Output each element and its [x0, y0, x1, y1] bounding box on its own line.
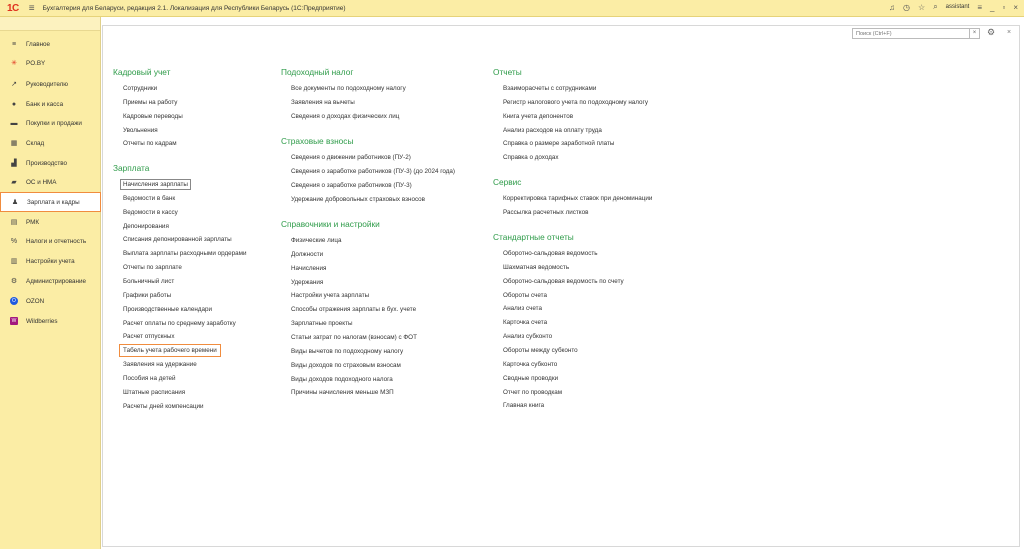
command-link[interactable]: Сведения о доходах физических лиц: [291, 112, 400, 120]
command-link[interactable]: Оборотно-сальдовая ведомость по счету: [503, 277, 624, 285]
sidebar-item[interactable]: [0, 231, 101, 251]
coin-icon: ●: [11, 100, 17, 108]
main-menu-icon[interactable]: ≡: [28, 2, 35, 14]
command-link[interactable]: Расчет оплаты по среднему заработку: [123, 319, 236, 327]
close-icon[interactable]: ×: [1007, 29, 1012, 36]
sidebar-item-label: OZON: [26, 297, 45, 305]
maximize-icon[interactable]: ▫: [1002, 2, 1006, 12]
sidebar-item[interactable]: [0, 212, 101, 232]
sidebar-item[interactable]: [0, 113, 101, 133]
command-link[interactable]: Причины начисления меньше МЗП: [291, 389, 394, 397]
factory-icon: ▟: [11, 160, 17, 167]
command-link[interactable]: Начисления зарплаты: [120, 179, 191, 190]
sidebar-item[interactable]: [0, 94, 101, 114]
asterisk-icon: ✳: [11, 60, 17, 67]
command-link[interactable]: Справка о размере заработной платы: [503, 140, 615, 148]
group-title: Отчеты: [493, 67, 522, 77]
command-link[interactable]: Увольнения: [123, 126, 158, 134]
sidebar-item-label: ОС и НМА: [26, 178, 57, 186]
group-title: Подоходный налог: [281, 67, 354, 77]
command-link[interactable]: Сотрудники: [123, 85, 158, 92]
command-link[interactable]: Удержания: [291, 278, 324, 286]
sidebar-item[interactable]: [0, 251, 101, 271]
command-link[interactable]: Пособия на детей: [123, 374, 176, 382]
command-link[interactable]: Карточка счета: [503, 319, 548, 327]
ozon-icon: O: [10, 297, 18, 305]
group-title: Сервис: [493, 177, 522, 187]
command-link[interactable]: Депонирования: [123, 222, 169, 230]
list-icon: ≡: [11, 40, 17, 48]
command-link[interactable]: Удержание добровольных страховых взносов: [291, 195, 426, 203]
sidebar-item-label: Зарплата и кадры: [27, 198, 80, 206]
command-link[interactable]: Сведения о движении работников (ПУ-2): [291, 154, 411, 161]
sidebar-item-label: Wildberries: [26, 317, 58, 325]
command-link[interactable]: Графики работы: [123, 291, 172, 299]
sidebar-item-label: Администрирование: [26, 277, 87, 285]
sidebar-item-label: Главное: [26, 40, 51, 48]
gear-icon: ⚙: [10, 278, 18, 285]
close-window-icon[interactable]: ×: [1013, 2, 1018, 12]
command-link[interactable]: Настройки учета зарплаты: [291, 292, 370, 300]
command-link[interactable]: Обороты между субконто: [503, 346, 578, 354]
command-link[interactable]: Все документы по подоходному налогу: [291, 85, 406, 92]
user-name[interactable]: assistant: [945, 4, 970, 10]
command-link[interactable]: Должности: [291, 250, 324, 258]
group-title: Зарплата: [113, 163, 150, 173]
group-title: Справочники и настройки: [281, 219, 380, 229]
sidebar-item[interactable]: [0, 311, 101, 331]
command-link[interactable]: Заявления на удержание: [123, 361, 197, 369]
command-link[interactable]: Рассылка расчетных листков: [503, 208, 589, 216]
command-link[interactable]: Расчет отпускных: [123, 333, 175, 341]
sidebar-item[interactable]: [0, 74, 101, 94]
command-link[interactable]: Ведомости в банк: [123, 194, 176, 202]
percent-icon: %: [10, 237, 18, 245]
command-link[interactable]: Табель учета рабочего времени: [119, 344, 221, 357]
minimize-icon[interactable]: _: [990, 2, 995, 12]
command-link[interactable]: Виды доходов подоходного налога: [291, 375, 393, 383]
cart-icon: ▬: [10, 119, 18, 127]
sidebar-item-label: Налоги и отчетность: [26, 237, 87, 245]
command-link[interactable]: Регистр налогового учета по подоходному налогу: [503, 98, 648, 106]
history-icon[interactable]: ◷: [903, 2, 911, 12]
command-link[interactable]: Приемы на работу: [123, 98, 178, 106]
command-link[interactable]: Отчеты по кадрам: [123, 140, 177, 148]
sidebar-item[interactable]: [0, 133, 101, 153]
command-link[interactable]: Виды вычетов по подоходному налогу: [291, 347, 404, 355]
command-link[interactable]: Шахматная ведомость: [503, 263, 570, 271]
command-link[interactable]: Справка о доходах: [503, 154, 559, 162]
register-icon: ▤: [10, 219, 18, 226]
gear-icon[interactable]: ⚙: [987, 27, 996, 37]
app-logo-icon: 1С: [7, 2, 19, 14]
command-link[interactable]: Выплата зарплаты расходными ордерами: [123, 250, 247, 258]
trend-icon: ↗: [11, 81, 17, 88]
sidebar-item-label: PO.BY: [26, 59, 46, 67]
group-title: Кадровый учет: [113, 67, 171, 77]
command-link[interactable]: Карточка субконто: [503, 360, 558, 368]
command-link[interactable]: Оборотно-сальдовая ведомость: [503, 250, 598, 257]
sidebar-item[interactable]: [0, 172, 101, 192]
sidebar-item[interactable]: [0, 271, 101, 291]
sidebar-item-label: Покупки и продажи: [26, 119, 82, 127]
search-input[interactable]: [852, 28, 970, 39]
sidebar-item-label: Производство: [26, 159, 68, 167]
command-link[interactable]: Ведомости в кассу: [123, 208, 178, 216]
settings-menu-icon[interactable]: ≡: [977, 2, 983, 12]
command-link[interactable]: Производственные календари: [123, 305, 213, 313]
command-link[interactable]: Обороты счета: [503, 291, 547, 299]
sidebar-item[interactable]: [0, 53, 101, 73]
sidebar-item-label: Настройки учета: [26, 257, 75, 265]
command-link[interactable]: Взаиморасчеты с сотрудниками: [503, 85, 597, 92]
command-link[interactable]: Анализ счета: [503, 305, 542, 313]
command-link[interactable]: Начисления: [291, 264, 327, 272]
window-title: Бухгалтерия для Беларуси, редакция 2.1. Локализация для Республики Беларусь (1С:Предприятие): [42, 4, 346, 12]
sidebar-item-label: Склад: [26, 139, 45, 147]
sidebar-item[interactable]: [0, 192, 101, 212]
sidebar-item[interactable]: [0, 34, 101, 54]
truck-icon: ▰: [11, 179, 17, 186]
command-link[interactable]: Больничный лист: [123, 277, 175, 285]
title-bar-controls: [889, 2, 1018, 12]
command-link[interactable]: Расчеты дней компенсации: [123, 402, 204, 410]
command-link[interactable]: Сводные проводки: [503, 374, 559, 382]
command-link[interactable]: Сведения о заработке работников (ПУ-3) (до 2024 года): [291, 167, 456, 175]
sidebar-item-label: Банк и касса: [26, 100, 64, 108]
command-link[interactable]: Способы отражения зарплаты в бух. учете: [291, 306, 417, 314]
search-icon[interactable]: ⌕: [933, 2, 938, 11]
command-link[interactable]: Главная книга: [503, 402, 545, 410]
sections-panel-header: [0, 17, 100, 31]
sidebar-item[interactable]: [0, 291, 101, 311]
command-link[interactable]: Виды доходов по страховым взносам: [291, 361, 401, 369]
star-icon[interactable]: ☆: [918, 2, 926, 12]
command-link[interactable]: Книга учета депонентов: [503, 112, 574, 120]
group-title: Страховые взносы: [281, 136, 354, 146]
command-link[interactable]: Списания депонированной зарплаты: [123, 236, 232, 244]
sidebar-item[interactable]: [0, 153, 101, 173]
command-link[interactable]: Анализ расходов на оплату труда: [503, 126, 602, 134]
command-link[interactable]: Физические лица: [291, 237, 342, 244]
wildberries-icon: W: [11, 318, 17, 324]
command-link[interactable]: Кадровые переводы: [123, 112, 183, 120]
sidebar-item-label: РМК: [26, 218, 40, 226]
person-icon: ♟: [11, 199, 19, 206]
command-link[interactable]: Статьи затрат по налогам (взносам) с ФОТ: [291, 333, 417, 341]
clear-search-icon[interactable]: ×: [969, 28, 980, 39]
command-link[interactable]: Отчеты по зарплате: [123, 264, 182, 272]
command-link[interactable]: Зарплатные проекты: [291, 320, 353, 328]
title-bar: [0, 0, 1024, 17]
command-link[interactable]: Отчет по проводкам: [503, 388, 563, 396]
command-link[interactable]: Заявления на вычеты: [291, 98, 355, 106]
command-link[interactable]: Анализ субконто: [503, 333, 553, 341]
group-title: Стандартные отчеты: [493, 232, 574, 242]
command-link[interactable]: Сведения о заработке работников (ПУ-3): [291, 181, 412, 189]
sidebar-item-label: Руководителю: [26, 80, 69, 88]
warehouse-icon: ▦: [10, 140, 18, 147]
command-link[interactable]: Штатные расписания: [123, 388, 186, 396]
bell-icon[interactable]: ♫: [889, 2, 896, 12]
command-link[interactable]: Корректировка тарифных ставок при деноминации: [503, 195, 653, 202]
ledger-icon: ▥: [10, 258, 18, 265]
